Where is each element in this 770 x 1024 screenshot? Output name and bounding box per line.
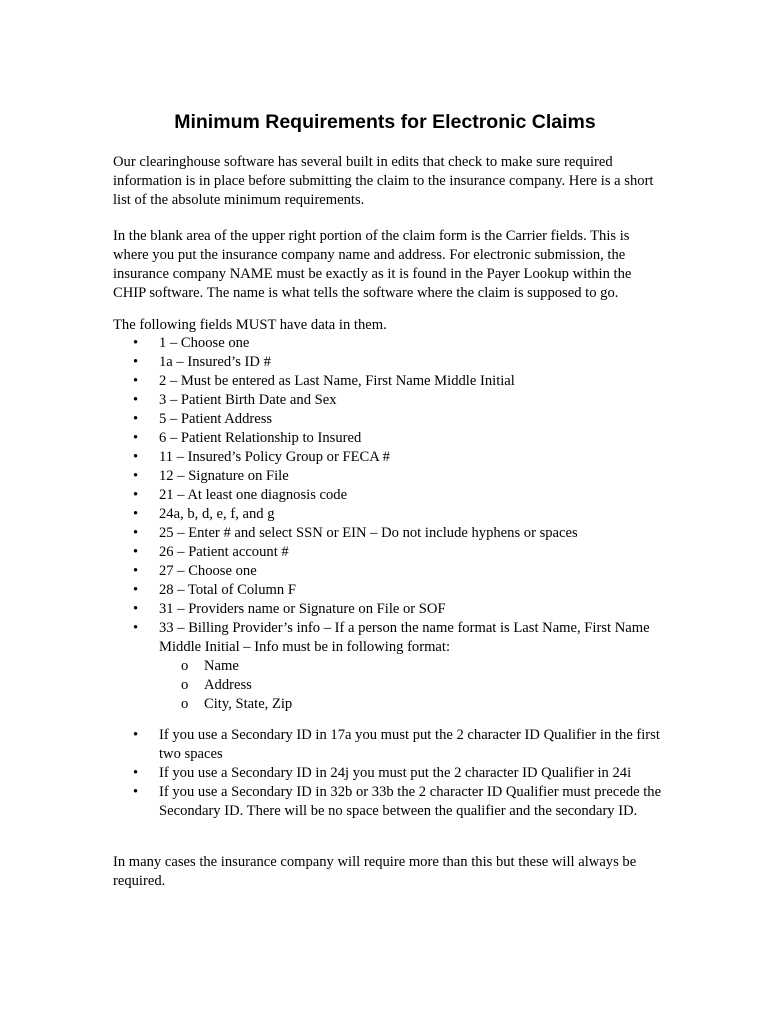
required-fields-list [113,334,663,714]
sublist-item: o City, State, Zip [159,695,663,714]
sublist-item: o Address [159,676,663,695]
intro-paragraph: Our clearinghouse software has several built in edits that check to make sure required information is in place before submitting the claim to the insurance company. Here is a short list of the absolute minimum requirements. [113,154,654,208]
list-item-text: 27 – Choose one [159,563,257,579]
list-item [113,619,663,714]
list-item-text: 12 – Signature on File [159,468,289,484]
list-item [113,562,663,581]
list-item [113,764,663,783]
list-item-text: 1a – Insured’s ID # [159,354,271,370]
list-item [113,467,663,486]
list-item-text: 31 – Providers name or Signature on File or SOF [159,601,446,617]
list-item-text: 1 – Choose one [159,335,250,351]
list-item [113,726,663,764]
list-item [113,410,663,429]
billing-format-sublist [159,657,663,714]
list-item-text: 24a, b, d, e, f, and g [159,506,275,522]
list-item-text: 21 – At least one diagnosis code [159,487,348,503]
list-item [113,334,663,353]
page-title: Minimum Requirements for Electronic Claims [174,111,596,133]
list-item-text: If you use a Secondary ID in 32b or 33b the 2 character ID Qualifier must precede the Secondary ID. There will be no space between the qualifier and the secondary ID. [159,784,662,819]
list-item [113,524,663,543]
list-item [113,429,663,448]
list-item [113,372,663,391]
list-item [113,543,663,562]
list-item-text: 26 – Patient account # [159,544,289,560]
list-item [113,600,663,619]
list-item [113,391,663,410]
list-item [113,505,663,524]
list-item [113,448,663,467]
list-item-text: If you use a Secondary ID in 24j you must put the 2 character ID Qualifier in 24i [159,765,632,781]
list-item [113,581,663,600]
list-item-text: 28 – Total of Column F [159,582,296,598]
list-item-text: 3 – Patient Birth Date and Sex [159,392,337,408]
list-item-text: 6 – Patient Relationship to Insured [159,430,362,446]
list-item-text: 33 – Billing Provider’s info – If a person the name format is Last Name, First Name Middle Initial – Info must be in following format: [159,620,650,655]
list-item-text: 5 – Patient Address [159,411,273,427]
list-item-text: 2 – Must be entered as Last Name, First Name Middle Initial [159,373,515,389]
list-item [113,486,663,505]
required-fields-intro: The following fields MUST have data in them. [113,317,387,333]
sublist-item: o Name [159,657,663,676]
list-item-text: If you use a Secondary ID in 17a you must put the 2 character ID Qualifier in the first two spaces [159,727,660,762]
list-item [113,783,663,821]
list-item-text: 11 – Insured’s Policy Group or FECA # [159,449,390,465]
list-item-text: 25 – Enter # and select SSN or EIN – Do not include hyphens or spaces [159,525,578,541]
list-item [113,353,663,372]
secondary-id-list [113,726,663,821]
closing-paragraph: In many cases the insurance company will require more than this but these will always be required. [113,854,637,889]
carrier-paragraph: In the blank area of the upper right portion of the claim form is the Carrier fields. This is where you put the insurance company name and address. For electronic submission, the insurance company NAME must be exactly as it is found in the Payer Lookup within the CHIP software. The name is what tells the software where the claim is supposed to go. [113,228,632,301]
